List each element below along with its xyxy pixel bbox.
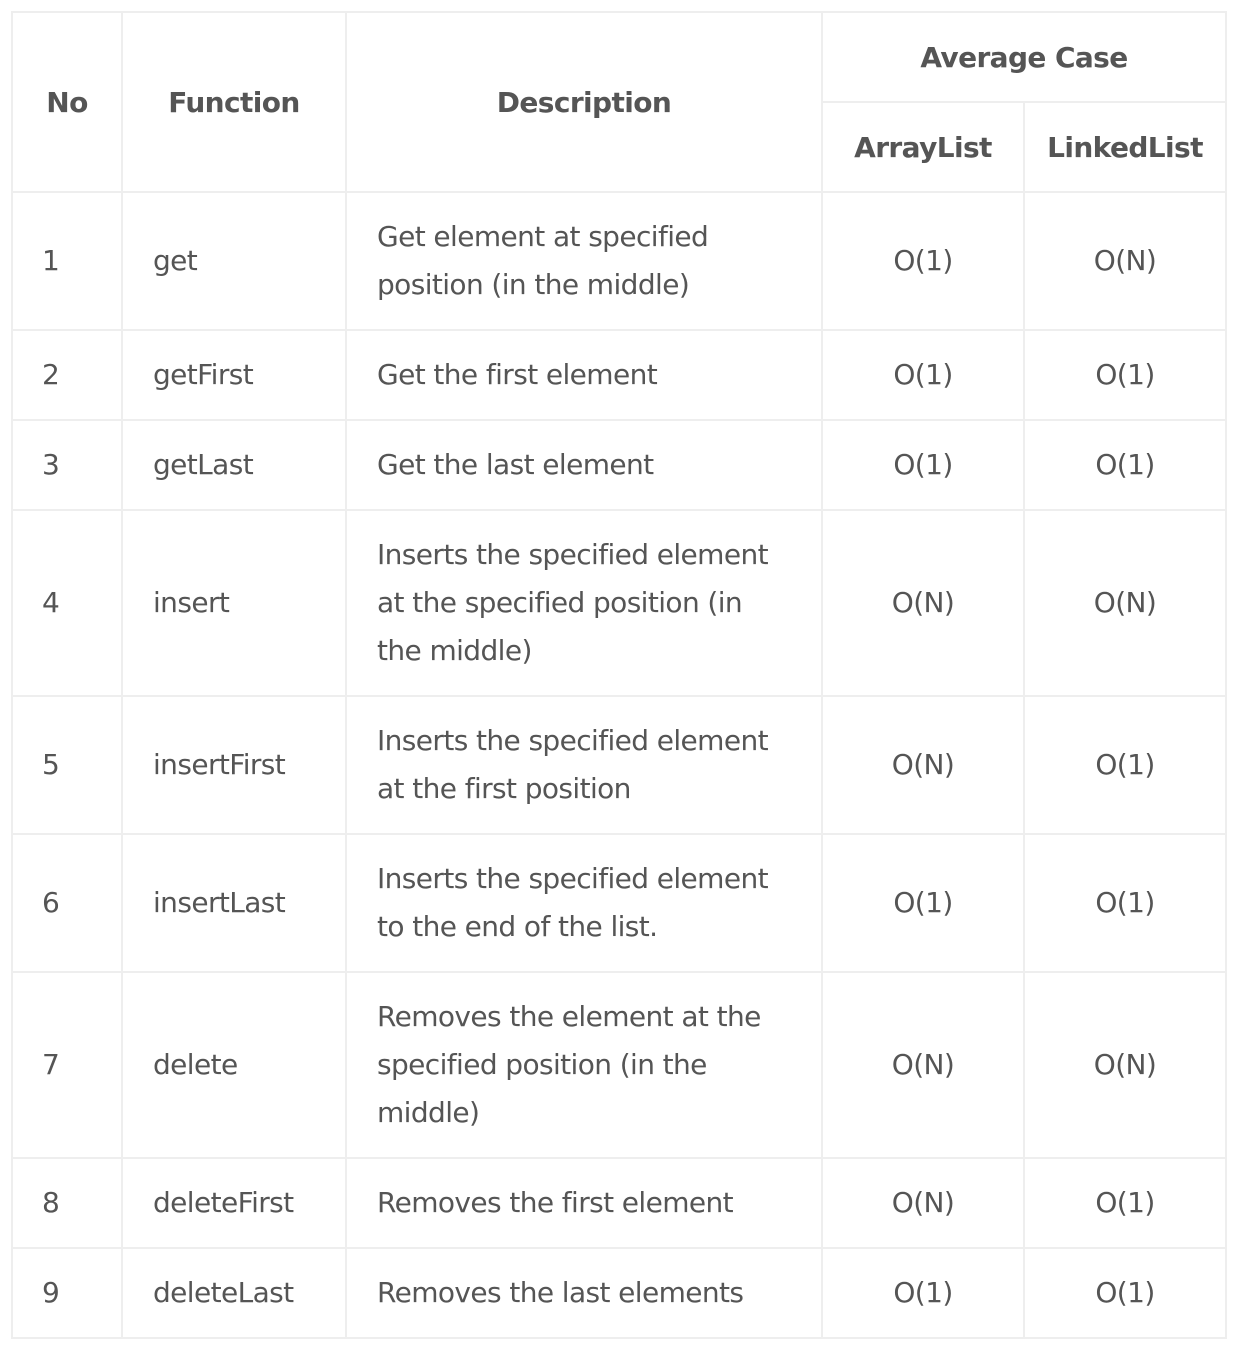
cell-linkedlist: O(N) (1024, 972, 1226, 1158)
cell-linkedlist: O(1) (1024, 834, 1226, 972)
cell-no: 7 (12, 972, 122, 1158)
header-arraylist: ArrayList (822, 102, 1024, 192)
cell-description: Get element at specified position (in the middle) (346, 192, 822, 330)
table-row (12, 1158, 1226, 1248)
table-row (12, 192, 1226, 330)
complexity-table (11, 11, 1227, 1339)
cell-arraylist: O(N) (822, 1158, 1024, 1248)
table-row (12, 420, 1226, 510)
cell-arraylist: O(N) (822, 972, 1024, 1158)
cell-arraylist: O(1) (822, 420, 1024, 510)
cell-linkedlist: O(1) (1024, 330, 1226, 420)
table-row (12, 696, 1226, 834)
cell-no: 2 (12, 330, 122, 420)
cell-function: delete (122, 972, 346, 1158)
cell-no: 5 (12, 696, 122, 834)
table-row (12, 972, 1226, 1158)
header-average-case: Average Case (822, 12, 1226, 102)
header-linkedlist: LinkedList (1024, 102, 1226, 192)
table-row (12, 1248, 1226, 1338)
cell-description: Inserts the specified element at the specified position (in the middle) (346, 510, 822, 696)
cell-arraylist: O(1) (822, 330, 1024, 420)
cell-arraylist: O(1) (822, 1248, 1024, 1338)
cell-description: Removes the element at the specified position (in the middle) (346, 972, 822, 1158)
cell-no: 8 (12, 1158, 122, 1248)
cell-description: Removes the last elements (346, 1248, 822, 1338)
table-header (12, 12, 1226, 192)
cell-function: getFirst (122, 330, 346, 420)
cell-arraylist: O(N) (822, 696, 1024, 834)
cell-linkedlist: O(1) (1024, 420, 1226, 510)
cell-linkedlist: O(1) (1024, 1248, 1226, 1338)
cell-function: insertLast (122, 834, 346, 972)
cell-function: deleteFirst (122, 1158, 346, 1248)
cell-no: 3 (12, 420, 122, 510)
cell-description: Removes the first element (346, 1158, 822, 1248)
cell-function: deleteLast (122, 1248, 346, 1338)
cell-description: Get the last element (346, 420, 822, 510)
table-row (12, 834, 1226, 972)
cell-function: insertFirst (122, 696, 346, 834)
header-function: Function (122, 12, 346, 192)
table-body (12, 192, 1226, 1338)
cell-no: 6 (12, 834, 122, 972)
header-no: No (12, 12, 122, 192)
cell-linkedlist: O(1) (1024, 1158, 1226, 1248)
cell-description: Get the first element (346, 330, 822, 420)
cell-arraylist: O(1) (822, 192, 1024, 330)
cell-linkedlist: O(N) (1024, 192, 1226, 330)
header-description: Description (346, 12, 822, 192)
cell-description: Inserts the specified element to the end of the list. (346, 834, 822, 972)
cell-no: 1 (12, 192, 122, 330)
cell-arraylist: O(1) (822, 834, 1024, 972)
cell-no: 9 (12, 1248, 122, 1338)
cell-function: get (122, 192, 346, 330)
table-row (12, 510, 1226, 696)
cell-linkedlist: O(N) (1024, 510, 1226, 696)
cell-arraylist: O(N) (822, 510, 1024, 696)
table-row (12, 330, 1226, 420)
cell-function: insert (122, 510, 346, 696)
cell-description: Inserts the specified element at the first position (346, 696, 822, 834)
cell-linkedlist: O(1) (1024, 696, 1226, 834)
cell-no: 4 (12, 510, 122, 696)
cell-function: getLast (122, 420, 346, 510)
